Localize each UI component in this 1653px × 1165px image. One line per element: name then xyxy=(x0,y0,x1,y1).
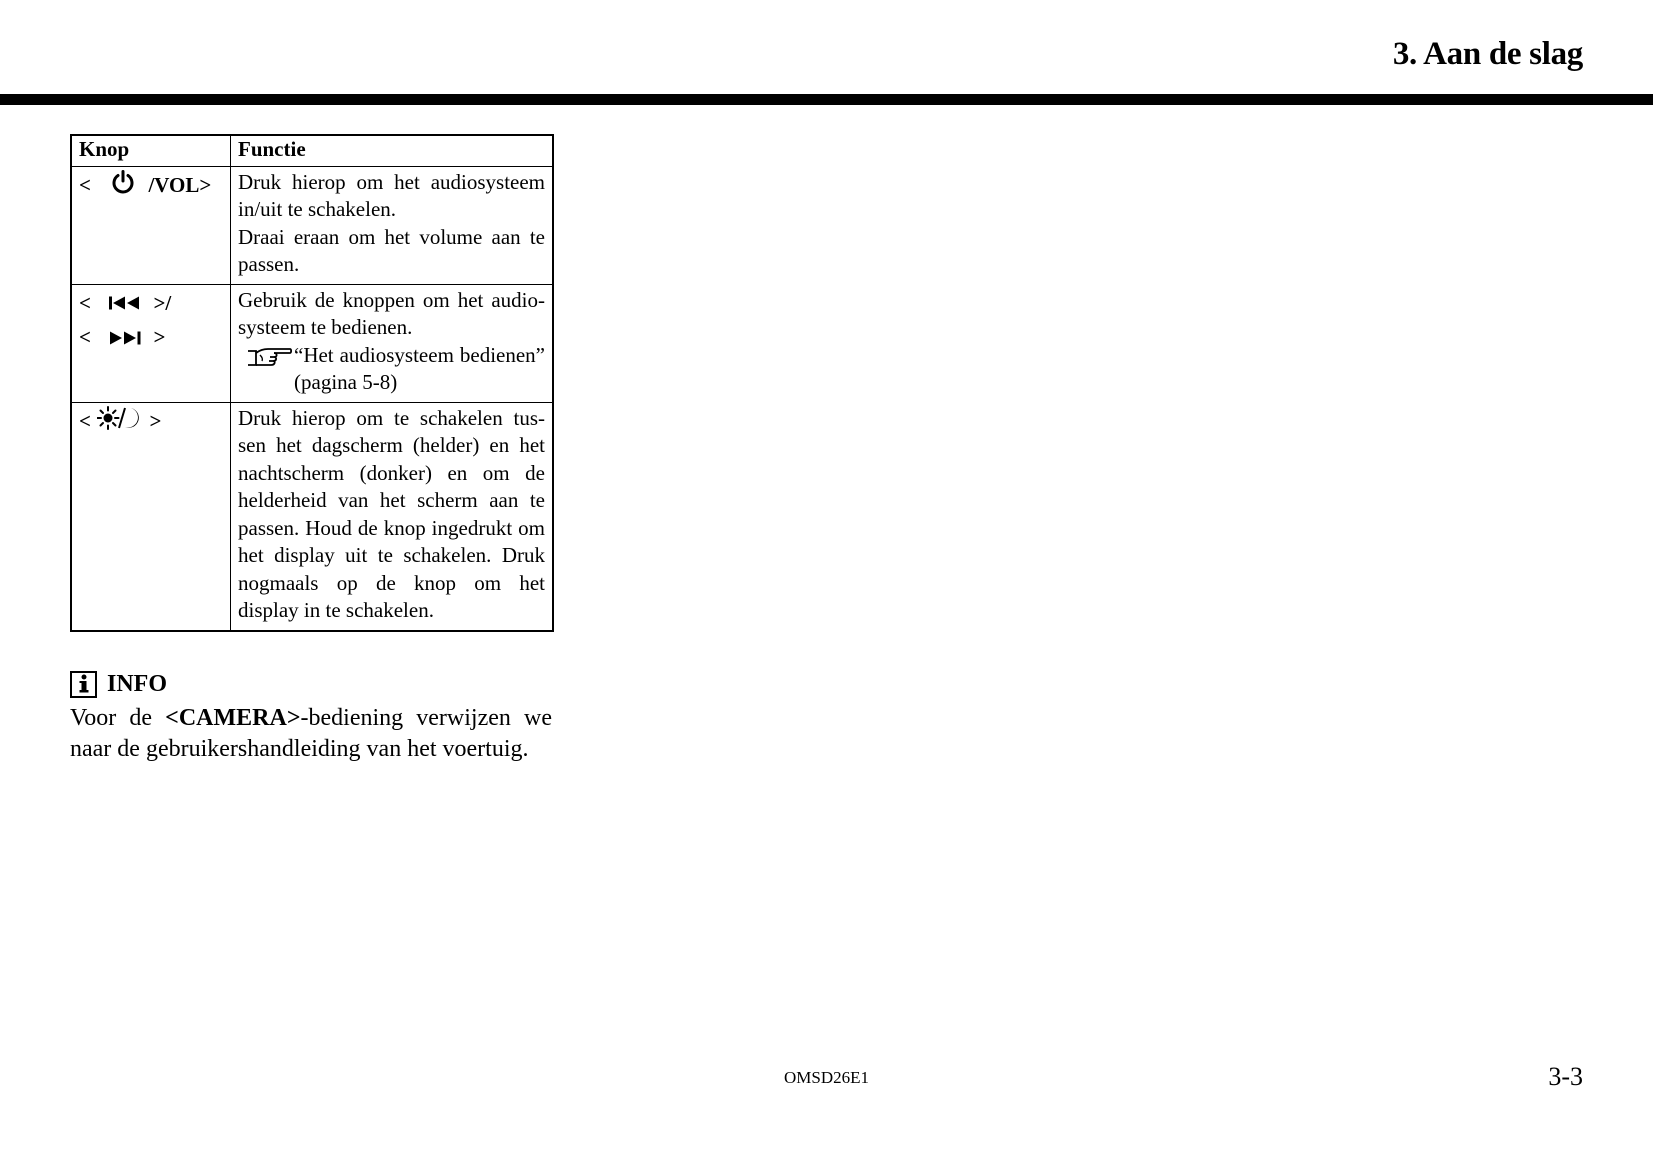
knop-cell xyxy=(71,284,231,402)
knop-suffix: /VOL> xyxy=(148,172,212,197)
functie-text: Druk hierop om het audiosysteem in/uit te schakelen. xyxy=(238,169,545,221)
header-rule xyxy=(0,94,1653,105)
info-text xyxy=(70,703,552,765)
knop-label xyxy=(79,169,223,205)
knop-suffix: > xyxy=(149,408,162,433)
column-header-functie: Functie xyxy=(231,135,554,166)
functie-cell xyxy=(231,166,554,284)
knop-label xyxy=(79,321,223,356)
cross-reference xyxy=(238,342,545,397)
info-heading xyxy=(70,667,552,701)
info-icon xyxy=(70,671,97,698)
functie-text: Gebruik de knoppen om het audio-systeem te bedienen. xyxy=(238,287,545,339)
info-block xyxy=(70,667,552,765)
knop-prefix: < xyxy=(79,325,91,350)
functie-cell xyxy=(231,402,554,631)
pointing-hand-icon xyxy=(238,342,294,376)
knop-label xyxy=(79,405,223,441)
knop-prefix: < xyxy=(79,408,91,433)
info-text-part: -bediening verwijzen we naar de gebruikershandleiding van het voertuig. xyxy=(70,705,552,762)
column-header-knop: Knop xyxy=(71,135,231,166)
functie-text: Draai eraan om het volume aan te passen. xyxy=(238,224,545,276)
info-text-part: Voor de xyxy=(70,705,166,731)
info-heading-text: INFO xyxy=(107,670,167,697)
skip-previous-icon xyxy=(108,288,142,321)
reference-text: “Het audiosysteem bedienen” (pagina 5-8) xyxy=(294,342,545,394)
sun-moon-icon xyxy=(97,405,143,441)
knop-label xyxy=(79,287,223,322)
table-row xyxy=(71,402,553,631)
knop-prefix: < xyxy=(79,172,91,197)
knop-cell xyxy=(71,402,231,631)
chapter-title: 3. Aan de slag xyxy=(1392,36,1583,72)
button-function-table xyxy=(70,134,554,632)
table-row xyxy=(71,284,553,402)
knop-cell xyxy=(71,166,231,284)
table-row xyxy=(71,166,553,284)
knop-prefix: < xyxy=(79,290,91,315)
functie-text: Druk hierop om te schakelen tus-sen het dagscherm (helder) en het nachtscherm (donker) en om de helderheid van het scherm aan te passen. Houd de knop ingedrukt om het display uit te schakelen. Druk nogmaals op de knop om het display in te schakelen. xyxy=(238,405,545,622)
power-icon xyxy=(110,169,136,205)
knop-suffix: > xyxy=(153,325,166,350)
knop-suffix: >/ xyxy=(153,290,172,315)
camera-label: <CAMERA> xyxy=(165,705,301,731)
document-code: OMSD26E1 xyxy=(783,1068,869,1087)
page-number: 3-3 xyxy=(1548,1062,1583,1091)
skip-next-icon xyxy=(108,323,142,356)
functie-cell xyxy=(231,284,554,402)
table-header-row xyxy=(71,135,553,166)
